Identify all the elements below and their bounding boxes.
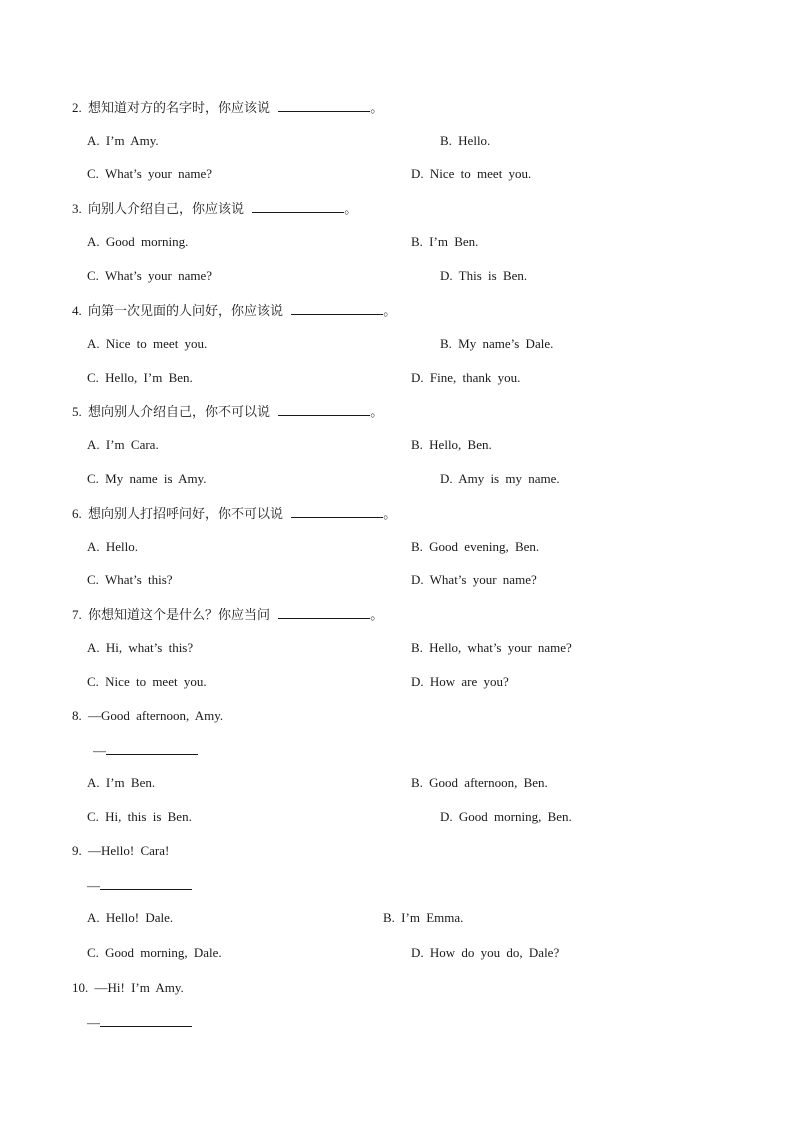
question-text: 你想知道这个是什么？你应当问 <box>88 607 271 622</box>
answer-blank[interactable] <box>100 1014 192 1027</box>
question-7-option-a[interactable] <box>87 640 193 656</box>
option-letter: B. <box>383 910 395 925</box>
question-number: 10. <box>72 980 89 995</box>
question-9-response <box>87 877 192 894</box>
option-letter: A. <box>87 539 100 554</box>
question-text: —Hi! I’m Amy. <box>94 980 184 995</box>
question-9-option-d[interactable] <box>411 945 559 961</box>
option-letter: B. <box>411 640 423 655</box>
option-letter: B. <box>411 437 423 452</box>
question-6-option-d[interactable] <box>411 572 537 588</box>
question-number: 2. <box>72 100 82 115</box>
option-text: What’s your name? <box>104 166 213 181</box>
question-5-option-d[interactable] <box>440 471 560 487</box>
option-text: How do you do, Dale? <box>429 945 560 960</box>
question-2-option-b[interactable] <box>440 133 490 149</box>
option-letter: B. <box>411 539 423 554</box>
option-letter: B. <box>440 133 452 148</box>
question-3-option-a[interactable] <box>87 234 188 250</box>
question-2-option-a[interactable] <box>87 133 159 149</box>
option-letter: A. <box>87 640 100 655</box>
response-dash: — <box>93 743 106 758</box>
question-3-stem <box>72 200 357 217</box>
question-8-response <box>93 742 198 759</box>
question-2-option-c[interactable] <box>87 166 212 182</box>
option-text: Hello, Ben. <box>429 437 492 452</box>
question-text: —Good afternoon, Amy. <box>88 708 224 723</box>
question-3-option-c[interactable] <box>87 268 212 284</box>
option-text: Good afternoon, Ben. <box>429 775 548 790</box>
question-8-stem <box>72 708 223 724</box>
question-4-option-d[interactable] <box>411 370 520 386</box>
option-letter: C. <box>87 370 99 385</box>
option-letter: C. <box>87 572 99 587</box>
option-letter: A. <box>87 133 100 148</box>
question-number: 9. <box>72 843 82 858</box>
question-7-option-c[interactable] <box>87 674 207 690</box>
option-letter: B. <box>411 775 423 790</box>
option-text: My name is Amy. <box>105 471 207 486</box>
option-letter: A. <box>87 775 100 790</box>
question-5-option-c[interactable] <box>87 471 207 487</box>
option-text: I’m Ben. <box>105 775 156 790</box>
option-text: I’m Ben. <box>429 234 479 249</box>
option-text: I’m Amy. <box>105 133 159 148</box>
option-text: Nice to meet you. <box>429 166 532 181</box>
option-text: Hello, I’m Ben. <box>105 370 193 385</box>
answer-blank[interactable] <box>291 302 383 315</box>
option-text: Good evening, Ben. <box>429 539 540 554</box>
question-number: 6. <box>72 506 82 521</box>
question-7-option-d[interactable] <box>411 674 509 690</box>
question-tail: 。 <box>383 303 397 318</box>
question-6-option-b[interactable] <box>411 539 539 555</box>
option-text: Hello. <box>105 539 139 554</box>
question-text: 想向别人介绍自己，你不可以说 <box>88 404 271 419</box>
answer-blank[interactable] <box>291 505 383 518</box>
option-text: Good morning. <box>105 234 189 249</box>
option-text: What’s this? <box>104 572 173 587</box>
option-text: How are you? <box>429 674 509 689</box>
option-letter: C. <box>87 268 99 283</box>
question-number: 3. <box>72 201 82 216</box>
option-letter: D. <box>411 166 424 181</box>
question-8-option-b[interactable] <box>411 775 548 791</box>
question-4-stem <box>72 302 396 319</box>
answer-blank[interactable] <box>278 403 370 416</box>
question-6-option-a[interactable] <box>87 539 138 555</box>
option-letter: D. <box>411 370 424 385</box>
option-text: I’m Cara. <box>105 437 159 452</box>
question-3-option-d[interactable] <box>440 268 527 284</box>
option-text: Hello, what’s your name? <box>429 640 572 655</box>
option-text: Nice to meet you. <box>105 336 208 351</box>
question-number: 4. <box>72 303 82 318</box>
question-9-option-c[interactable] <box>87 945 222 961</box>
option-letter: D. <box>411 945 424 960</box>
option-letter: D. <box>440 809 453 824</box>
question-tail: 。 <box>383 506 397 521</box>
question-tail: 。 <box>370 404 384 419</box>
option-letter: A. <box>87 234 100 249</box>
question-8-option-d[interactable] <box>440 809 572 825</box>
question-9-option-b[interactable] <box>383 910 463 926</box>
question-tail: 。 <box>344 201 358 216</box>
option-text: What’s your name? <box>104 268 213 283</box>
option-letter: C. <box>87 945 99 960</box>
question-5-option-b[interactable] <box>411 437 492 453</box>
question-10-stem <box>72 980 184 996</box>
option-letter: A. <box>87 437 100 452</box>
option-text: Hello! Dale. <box>105 910 174 925</box>
question-2-stem <box>72 99 383 116</box>
answer-blank[interactable] <box>252 200 344 213</box>
question-tail: 。 <box>370 607 384 622</box>
question-text: 想向别人打招呼问好，你不可以说 <box>88 506 284 521</box>
option-letter: B. <box>411 234 423 249</box>
question-tail: 。 <box>370 100 384 115</box>
question-5-option-a[interactable] <box>87 437 159 453</box>
option-letter: C. <box>87 471 99 486</box>
question-text: 想知道对方的名字时，你应该说 <box>88 100 271 115</box>
question-number: 8. <box>72 708 82 723</box>
option-text: This is Ben. <box>458 268 528 283</box>
option-letter: C. <box>87 674 99 689</box>
option-letter: A. <box>87 910 100 925</box>
question-6-option-c[interactable] <box>87 572 173 588</box>
question-3-option-b[interactable] <box>411 234 478 250</box>
option-letter: D. <box>411 674 424 689</box>
option-text: Good morning, Ben. <box>458 809 572 824</box>
question-7-option-b[interactable] <box>411 640 572 656</box>
option-letter: D. <box>440 268 453 283</box>
option-letter: D. <box>440 471 453 486</box>
question-text: —Hello! Cara! <box>88 843 170 858</box>
answer-blank[interactable] <box>278 606 370 619</box>
option-text: My name’s Dale. <box>458 336 554 351</box>
question-9-option-a[interactable] <box>87 910 173 926</box>
question-text: 向别人介绍自己，你应该说 <box>88 201 245 216</box>
option-letter: D. <box>411 572 424 587</box>
question-7-stem <box>72 606 383 623</box>
option-text: Hi, what’s this? <box>105 640 194 655</box>
option-letter: C. <box>87 809 99 824</box>
option-text: Fine, thank you. <box>429 370 521 385</box>
option-text: I’m Emma. <box>401 910 464 925</box>
question-text: 向第一次见面的人问好，你应该说 <box>88 303 284 318</box>
response-dash: — <box>87 878 100 893</box>
question-4-option-c[interactable] <box>87 370 193 386</box>
response-dash: — <box>87 1015 100 1030</box>
option-text: What’s your name? <box>429 572 537 587</box>
option-text: Amy is my name. <box>458 471 560 486</box>
question-number: 5. <box>72 404 82 419</box>
question-4-option-b[interactable] <box>440 336 553 352</box>
question-4-option-a[interactable] <box>87 336 207 352</box>
option-text: Hello. <box>458 133 491 148</box>
question-number: 7. <box>72 607 82 622</box>
question-10-response <box>87 1014 192 1031</box>
answer-blank[interactable] <box>100 877 192 890</box>
question-8-option-a[interactable] <box>87 775 155 791</box>
option-text: Nice to meet you. <box>105 674 207 689</box>
option-letter: A. <box>87 336 100 351</box>
option-text: Hi, this is Ben. <box>105 809 192 824</box>
question-9-stem <box>72 843 169 859</box>
answer-blank[interactable] <box>106 742 198 755</box>
option-letter: B. <box>440 336 452 351</box>
question-5-stem <box>72 403 383 420</box>
question-2-option-d[interactable] <box>411 166 531 182</box>
answer-blank[interactable] <box>278 99 370 112</box>
option-text: Good morning, Dale. <box>105 945 222 960</box>
question-6-stem <box>72 505 396 522</box>
question-8-option-c[interactable] <box>87 809 192 825</box>
option-letter: C. <box>87 166 99 181</box>
